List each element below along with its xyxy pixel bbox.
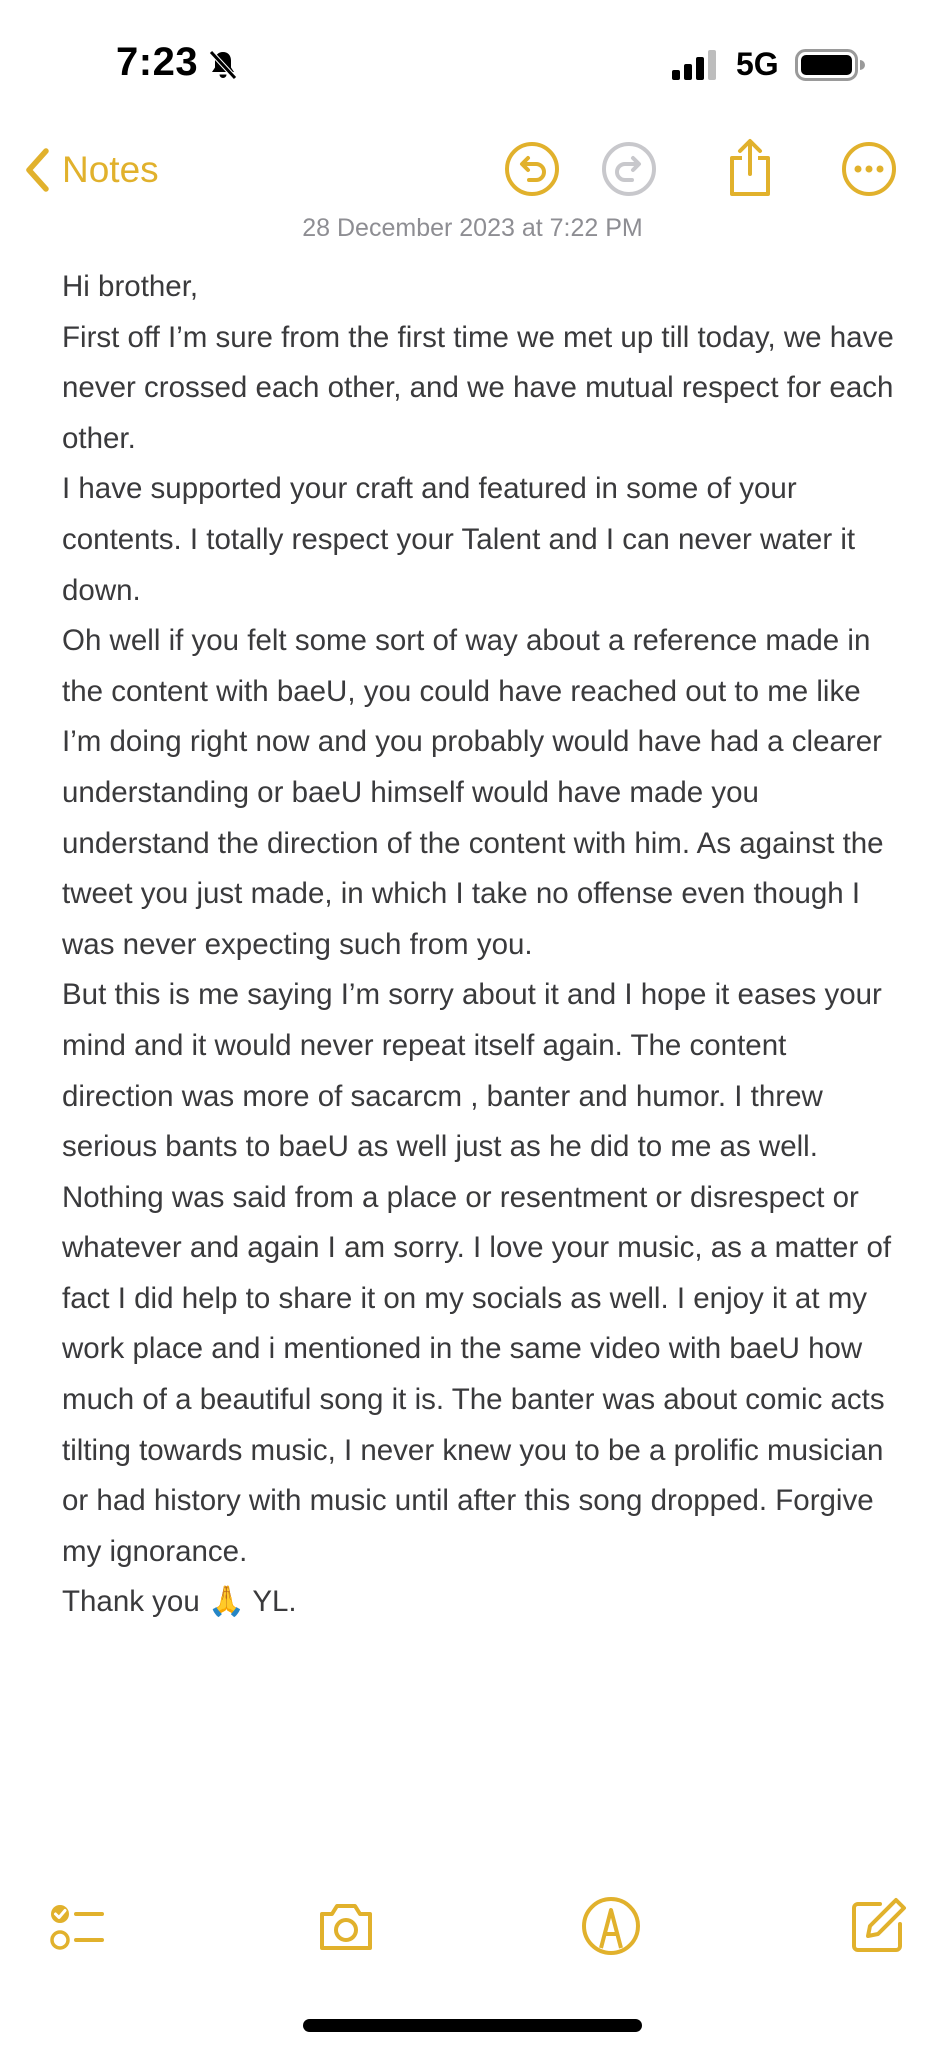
- note-date: 28 December 2023 at 7:22 PM: [302, 214, 643, 242]
- markup-pen-icon[interactable]: [579, 1894, 643, 1958]
- back-button[interactable]: [24, 140, 159, 200]
- note-paragraph: Hi brother,: [62, 270, 199, 303]
- checklist-icon[interactable]: [44, 1894, 108, 1958]
- network-type: 5G: [736, 46, 779, 82]
- note-paragraph: But this is me saying I’m sorry about it and I hope it eases your mind and it would never repeat itself again. The content direction was more of sacarcm , banter and humor. I threw serious bants to baeU as well just as he did to me as well. Nothing was said from a place or resentment or disrespect or whatever and again I am sorry. I love your music, as a matter of fact I did help to share it on my socials as well. I enjoy it at my work place and i mentioned in the same video with baeU how much of a beautiful song it is. The banter was about comic acts tilting towards music, I never knew you to be a prolific musician or had history with music until after this song dropped. Forgive my ignorance.: [62, 978, 892, 1568]
- camera-icon[interactable]: [314, 1894, 378, 1958]
- note-paragraph: First off I’m sure from the first time we met up till today, we have never crossed each other, and we have mutual respect for each other.: [62, 320, 894, 455]
- battery-icon: [795, 49, 865, 81]
- status-bar: [0, 0, 945, 130]
- back-label: Notes: [62, 149, 159, 190]
- home-indicator[interactable]: [303, 2019, 642, 2032]
- cellular-signal-icon: [672, 50, 720, 80]
- note-body[interactable]: [62, 262, 897, 1628]
- undo-icon[interactable]: [503, 140, 561, 198]
- compose-note-icon[interactable]: [846, 1894, 910, 1958]
- status-time: 7:23: [116, 40, 199, 84]
- note-paragraph: I have supported your craft and featured in some of your contents. I totally respect your Talent and I can never water it down.: [62, 472, 856, 607]
- silent-bell-icon: [206, 48, 240, 82]
- note-paragraph: Oh well if you felt some sort of way about a reference made in the content with baeU, you could have reached out to me like I’m doing right now and you probably would have had a clearer understanding or baeU himself would have made you understand the direction of the content with him. As against the tweet you just made, in which I take no offense even though I was never expecting such from you.: [62, 624, 884, 961]
- more-options-icon[interactable]: [840, 140, 898, 198]
- share-icon[interactable]: [722, 136, 778, 198]
- chevron-left-icon: [24, 147, 50, 193]
- note-paragraph: Thank you 🙏 YL.: [62, 1585, 297, 1619]
- navigation-bar: [0, 130, 945, 220]
- redo-icon[interactable]: [600, 140, 658, 198]
